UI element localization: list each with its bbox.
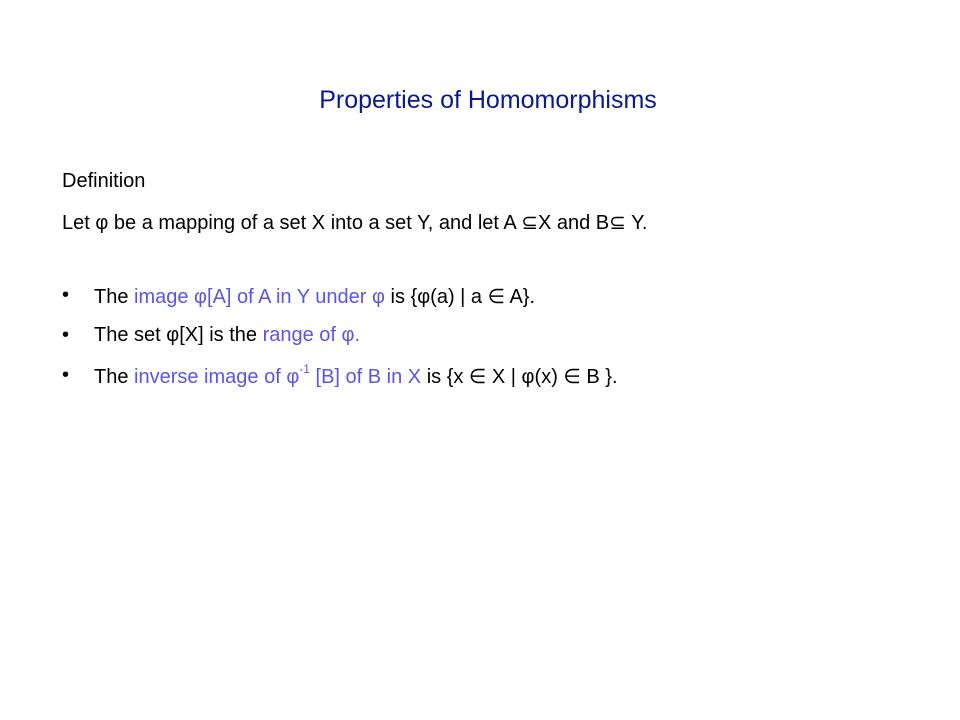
bullet-text-plain: The: [94, 366, 135, 388]
definition-text: Let φ be a mapping of a set X into a set Y, and let A ⊆X and B⊆ Y.: [62, 212, 648, 234]
bullet-icon: •: [62, 324, 70, 346]
bullet-text-highlight: range of φ.: [262, 324, 361, 346]
bullet-text-plain: is {x ∈ X | φ(x) ∈ B }.: [421, 366, 618, 388]
definition-heading: Definition: [62, 170, 146, 192]
bullet-text-superscript: -1: [299, 362, 310, 376]
bullet-text: [94, 284, 535, 309]
bullet-icon: •: [62, 284, 70, 306]
bullet-text-plain: is {φ(a) | a ∈ A}.: [384, 286, 536, 308]
slide-title: Properties of Homomorphisms: [319, 86, 657, 114]
bullet-text: [94, 364, 618, 389]
bullet-text-highlight: [B] of B in X: [309, 366, 422, 388]
bullet-text-highlight: image φ[A] of A in Y under φ: [134, 286, 385, 308]
bullet-text-plain: The set φ[X] is the: [94, 324, 263, 346]
bullet-text-highlight: inverse image of φ: [134, 366, 300, 388]
bullet-icon: •: [62, 364, 70, 386]
bullet-text: [94, 324, 360, 347]
bullet-text-plain: The: [94, 286, 135, 308]
